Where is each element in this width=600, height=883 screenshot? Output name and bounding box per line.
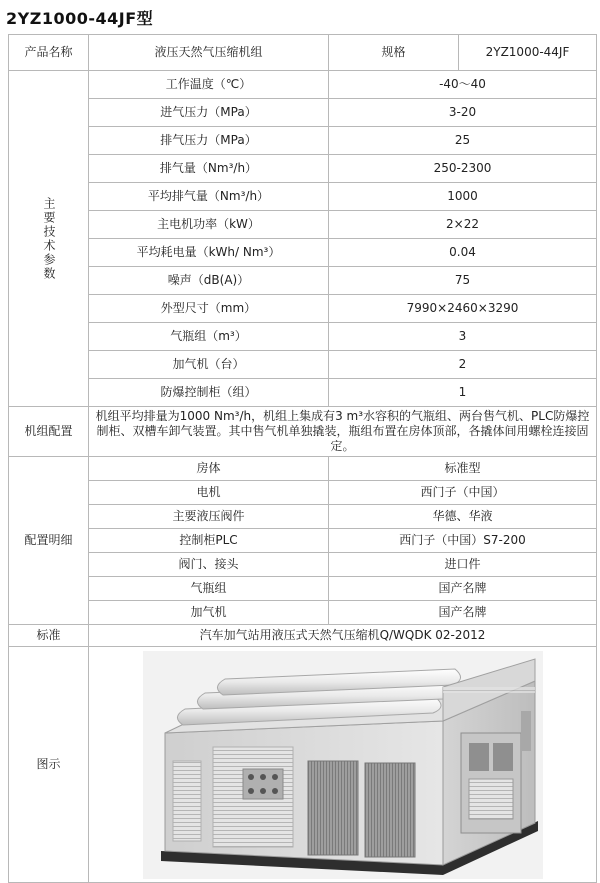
figure-row <box>9 647 597 883</box>
tech-param-row <box>9 379 597 407</box>
tech-param-row <box>9 295 597 323</box>
config-item-name: 房体 <box>89 457 329 481</box>
config-item-name: 气瓶组 <box>89 577 329 601</box>
tech-param-row <box>9 323 597 351</box>
tech-param-value: 0.04 <box>329 239 597 267</box>
product-name-value: 液压天然气压缩机组 <box>89 35 329 71</box>
tech-param-label: 防爆控制柜（组） <box>89 379 329 407</box>
tech-param-value: 2 <box>329 351 597 379</box>
tech-param-label: 外型尺寸（mm） <box>89 295 329 323</box>
unit-config-row <box>9 407 597 457</box>
config-detail-row <box>9 553 597 577</box>
config-item-name: 主要液压阀件 <box>89 505 329 529</box>
compressor-unit-illustration <box>143 651 543 879</box>
tech-param-value: 3-20 <box>329 99 597 127</box>
config-detail-row <box>9 601 597 625</box>
config-item-value: 西门子（中国） <box>329 481 597 505</box>
tech-param-value: 2×22 <box>329 211 597 239</box>
config-item-value: 西门子（中国）S7-200 <box>329 529 597 553</box>
config-item-value: 华德、华液 <box>329 505 597 529</box>
config-detail-row <box>9 457 597 481</box>
tech-param-value: 1000 <box>329 183 597 211</box>
tech-param-label: 加气机（台） <box>89 351 329 379</box>
config-item-value: 进口件 <box>329 553 597 577</box>
unit-config-label: 机组配置 <box>9 407 89 457</box>
tech-param-row <box>9 351 597 379</box>
tech-params-section-label: 主要技术参数 <box>9 71 89 407</box>
standard-row <box>9 625 597 647</box>
tech-param-value: 25 <box>329 127 597 155</box>
tech-param-row <box>9 183 597 211</box>
header-row <box>9 35 597 71</box>
unit-config-text: 机组平均排量为1000 Nm³/h，机组上集成有3 m³水容积的气瓶组、两台售气机、PLC防爆控制柜、双槽车卸气装置。其中售气机单独撬装，瓶组布置在房体顶部，各撬体间用螺栓连接固定。 <box>89 407 597 457</box>
config-detail-label: 配置明细 <box>9 457 89 625</box>
tech-param-label: 噪声（dB(A)） <box>89 267 329 295</box>
figure-cell <box>89 647 597 883</box>
standard-label: 标准 <box>9 625 89 647</box>
tech-param-value: 1 <box>329 379 597 407</box>
config-item-name: 阀门、接头 <box>89 553 329 577</box>
tech-param-label: 气瓶组（m³） <box>89 323 329 351</box>
tech-param-label: 平均耗电量（kWh/ Nm³） <box>89 239 329 267</box>
tech-param-row <box>9 71 597 99</box>
tech-param-value: 3 <box>329 323 597 351</box>
spec-value: 2YZ1000-44JF <box>459 35 597 71</box>
tech-param-value: 250-2300 <box>329 155 597 183</box>
tech-param-label: 平均排气量（Nm³/h） <box>89 183 329 211</box>
tech-param-row <box>9 239 597 267</box>
tech-param-row <box>9 211 597 239</box>
config-item-name: 加气机 <box>89 601 329 625</box>
tech-param-value: -40～40 <box>329 71 597 99</box>
config-item-value: 国产名牌 <box>329 577 597 601</box>
config-item-value: 标准型 <box>329 457 597 481</box>
page-title: 2YZ1000-44JF型 <box>6 9 154 28</box>
tech-param-value: 7990×2460×3290 <box>329 295 597 323</box>
config-item-value: 国产名牌 <box>329 601 597 625</box>
tech-param-label: 排气压力（MPa） <box>89 127 329 155</box>
config-detail-row <box>9 529 597 553</box>
standard-value: 汽车加气站用液压式天然气压缩机Q/WQDK 02-2012 <box>89 625 597 647</box>
tech-param-row <box>9 267 597 295</box>
tech-param-row <box>9 127 597 155</box>
spec-label: 规格 <box>329 35 459 71</box>
tech-param-label: 工作温度（℃） <box>89 71 329 99</box>
tech-param-value: 75 <box>329 267 597 295</box>
tech-param-row <box>9 99 597 127</box>
product-name-label: 产品名称 <box>9 35 89 71</box>
spec-table <box>8 34 597 883</box>
config-detail-row <box>9 577 597 601</box>
tech-param-label: 进气压力（MPa） <box>89 99 329 127</box>
tech-param-label: 主电机功率（kW） <box>89 211 329 239</box>
config-detail-row <box>9 505 597 529</box>
tech-param-row <box>9 155 597 183</box>
config-item-name: 电机 <box>89 481 329 505</box>
tech-param-label: 排气量（Nm³/h） <box>89 155 329 183</box>
config-item-name: 控制柜PLC <box>89 529 329 553</box>
config-detail-row <box>9 481 597 505</box>
figure-label: 图示 <box>9 647 89 883</box>
